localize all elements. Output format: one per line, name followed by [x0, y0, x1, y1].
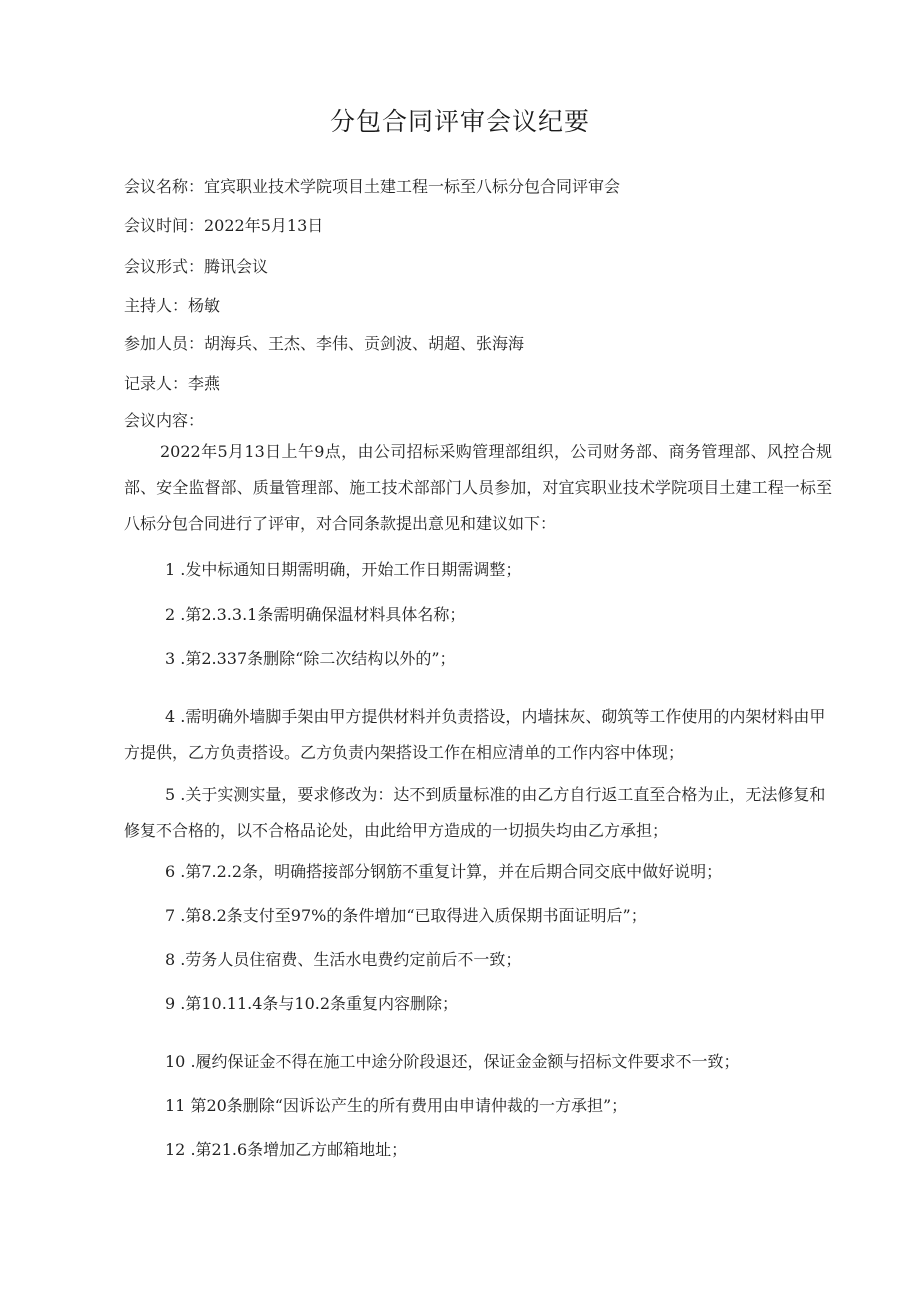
meeting-host: 主持人：杨敏: [124, 296, 221, 315]
list-item: 1 .发中标通知日期需明确，开始工作日期需调整；: [165, 560, 522, 579]
list-item: 12 .第21.6条增加乙方邮箱地址；: [165, 1140, 408, 1159]
list-item: 10 .履约保证金不得在施工中途分阶段退还，保证金金额与招标文件要求不一致；: [165, 1052, 740, 1071]
meeting-format: 会议形式：腾讯会议: [124, 257, 269, 276]
meeting-name: 会议名称：宜宾职业技术学院项目土建工程一标至八标分包合同评审会: [124, 177, 621, 196]
list-item: 7 .第8.2条支付至97%的条件增加“已取得进入质保期书面证明后”；: [165, 906, 647, 925]
list-item: 11 第20条删除“因诉讼产生的所有费用由申请仲裁的一方承担”；: [165, 1096, 628, 1115]
list-item: 4 .需明确外墙脚手架由甲方提供材料并负责搭设，内墙抹灰、砌筑等工作使用的内架材料由甲方提供，乙方负责搭设。乙方负责内架搭设工作在相应清单的工作内容中体现；: [124, 707, 826, 762]
list-item: 2 .第2.3.3.1条需明确保温材料具体名称；: [165, 605, 466, 624]
meeting-recorder: 记录人：李燕: [124, 374, 221, 393]
meeting-content-label: 会议内容：: [124, 411, 205, 430]
list-item: 5 .关于实测实量，要求修改为：达不到质量标准的由乙方自行返工直至合格为止，无法修复和修复不合格的，以不合格品论处，由此给甲方造成的一切损失均由乙方承担；: [124, 785, 826, 840]
meeting-time: 会议时间：2022年5月13日: [124, 216, 324, 235]
meeting-attendees: 参加人员：胡海兵、王杰、李伟、贡剑波、胡超、张海海: [124, 334, 525, 353]
list-item: 9 .第10.11.4条与10.2条重复内容删除；: [165, 994, 459, 1013]
document-title: 分包合同评审会议纪要: [329, 107, 590, 136]
intro-paragraph: 2022年5月13日上午9点，由公司招标采购管理部组织，公司财务部、商务管理部、风控合规部、安全监督部、质量管理部、施工技术部部门人员参加，对宜宾职业技术学院项目土建工程一标至八标分包合同进行了评审，对合同条款提出意见和建议如下：: [124, 442, 832, 533]
list-item: 8 .劳务人员住宿费、生活水电费约定前后不一致；: [165, 950, 522, 969]
list-item: 6 .第7.2.2条，明确搭接部分钢筋不重复计算，并在后期合同交底中做好说明；: [165, 862, 723, 881]
list-item: 3 .第2.337条删除“除二次结构以外的”；: [165, 649, 456, 668]
